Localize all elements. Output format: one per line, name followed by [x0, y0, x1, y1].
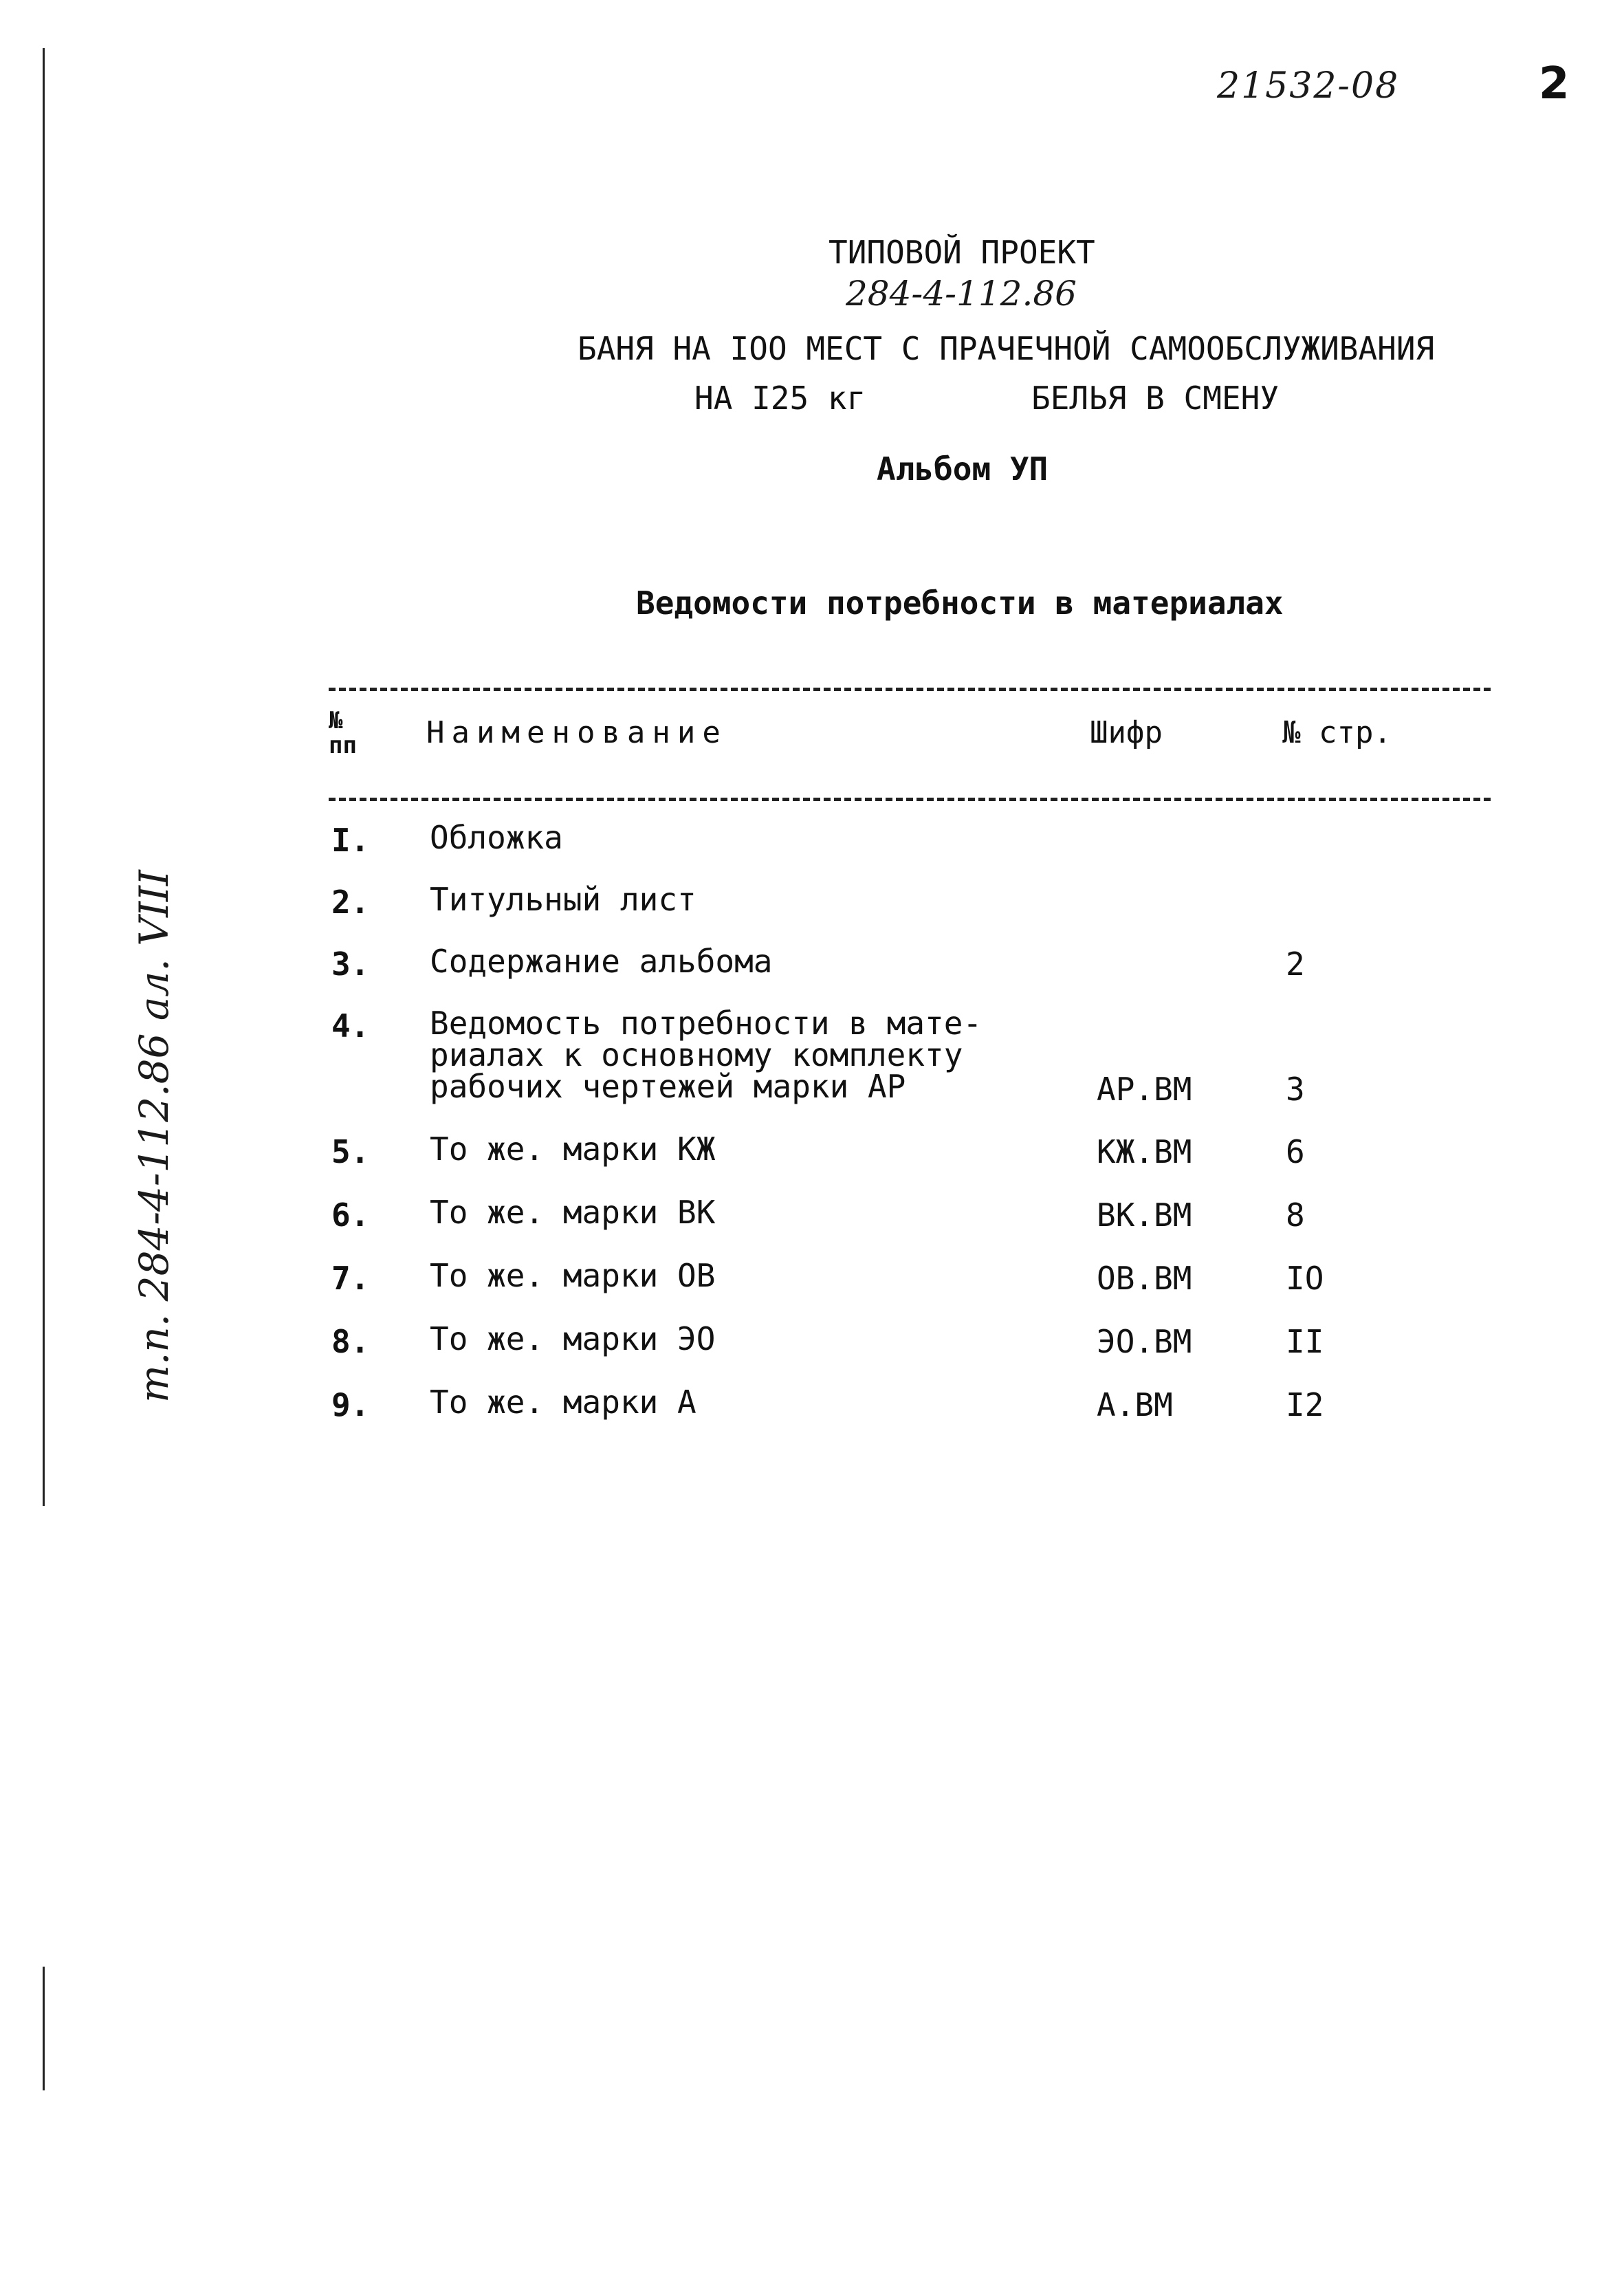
column-header-name: Наименование — [426, 715, 727, 750]
row-number: 7. — [331, 1260, 370, 1297]
row-number: 9. — [331, 1386, 370, 1423]
row-page: II — [1286, 1323, 1324, 1360]
project-number: 284-4-112.86 — [846, 274, 1077, 314]
row-page: 8 — [1286, 1196, 1305, 1234]
row-code: ЭО.ВМ — [1097, 1323, 1192, 1360]
column-header-page: № стр. — [1282, 715, 1392, 750]
title-line-1: ТИПОВОЙ ПРОЕКТ — [829, 234, 1095, 271]
row-number: 3. — [331, 945, 370, 983]
row-number: 2. — [331, 884, 370, 921]
table-rule-top — [329, 688, 1491, 691]
row-number: 8. — [331, 1323, 370, 1360]
row-number: I. — [331, 822, 370, 859]
archive-number: 21532-08 — [1217, 65, 1400, 107]
row-name: Ведомость потребности в мате- риалах к основному комплекту рабочих чертежей марки АР — [430, 1005, 983, 1105]
row-name: То же. марки А — [430, 1384, 696, 1421]
row-number: 4. — [331, 1007, 370, 1045]
row-page: 3 — [1286, 1071, 1305, 1108]
column-header-code: Шифр — [1090, 715, 1163, 750]
row-page: IO — [1286, 1260, 1324, 1297]
row-name: То же. марки КЖ — [430, 1130, 716, 1168]
document-subtitle: Ведомости потребности в материалах — [636, 584, 1284, 622]
row-number: 5. — [331, 1133, 370, 1170]
row-code: ВК.ВМ — [1097, 1196, 1192, 1234]
row-name: Содержание альбома — [430, 943, 773, 980]
binding-line-top — [43, 48, 45, 1506]
row-name: То же. марки ОВ — [430, 1257, 716, 1294]
row-code: А.ВМ — [1097, 1386, 1173, 1423]
title-line-2: БАНЯ НА IOO МЕСТ С ПРАЧЕЧНОЙ САМООБСЛУЖИВАНИЯ — [578, 330, 1435, 367]
row-name: То же. марки ЭО — [430, 1320, 716, 1357]
title-line-3a: НА I25 кг — [694, 380, 866, 417]
row-code: АР.ВМ — [1097, 1071, 1192, 1108]
title-line-3b: БЕЛЬЯ В СМЕНУ — [1031, 380, 1280, 417]
album-label: Альбом УП — [877, 450, 1049, 488]
row-page: 2 — [1286, 945, 1305, 983]
page-number: 2 — [1539, 58, 1570, 109]
row-page: 6 — [1286, 1133, 1305, 1170]
row-name: То же. марки ВК — [430, 1194, 716, 1231]
row-code: ОВ.ВМ — [1097, 1260, 1192, 1297]
side-stamp: т.п. 284-4-112.86 ал. VIII — [131, 870, 177, 1403]
row-name: Титульный лист — [430, 881, 696, 918]
row-page: I2 — [1286, 1386, 1324, 1423]
column-header-no: № пп — [329, 707, 357, 759]
binding-line-bottom — [43, 1967, 45, 2090]
row-code: КЖ.ВМ — [1097, 1133, 1192, 1170]
row-name: Обложка — [430, 819, 563, 856]
row-number: 6. — [331, 1196, 370, 1234]
table-rule-header — [329, 798, 1491, 801]
